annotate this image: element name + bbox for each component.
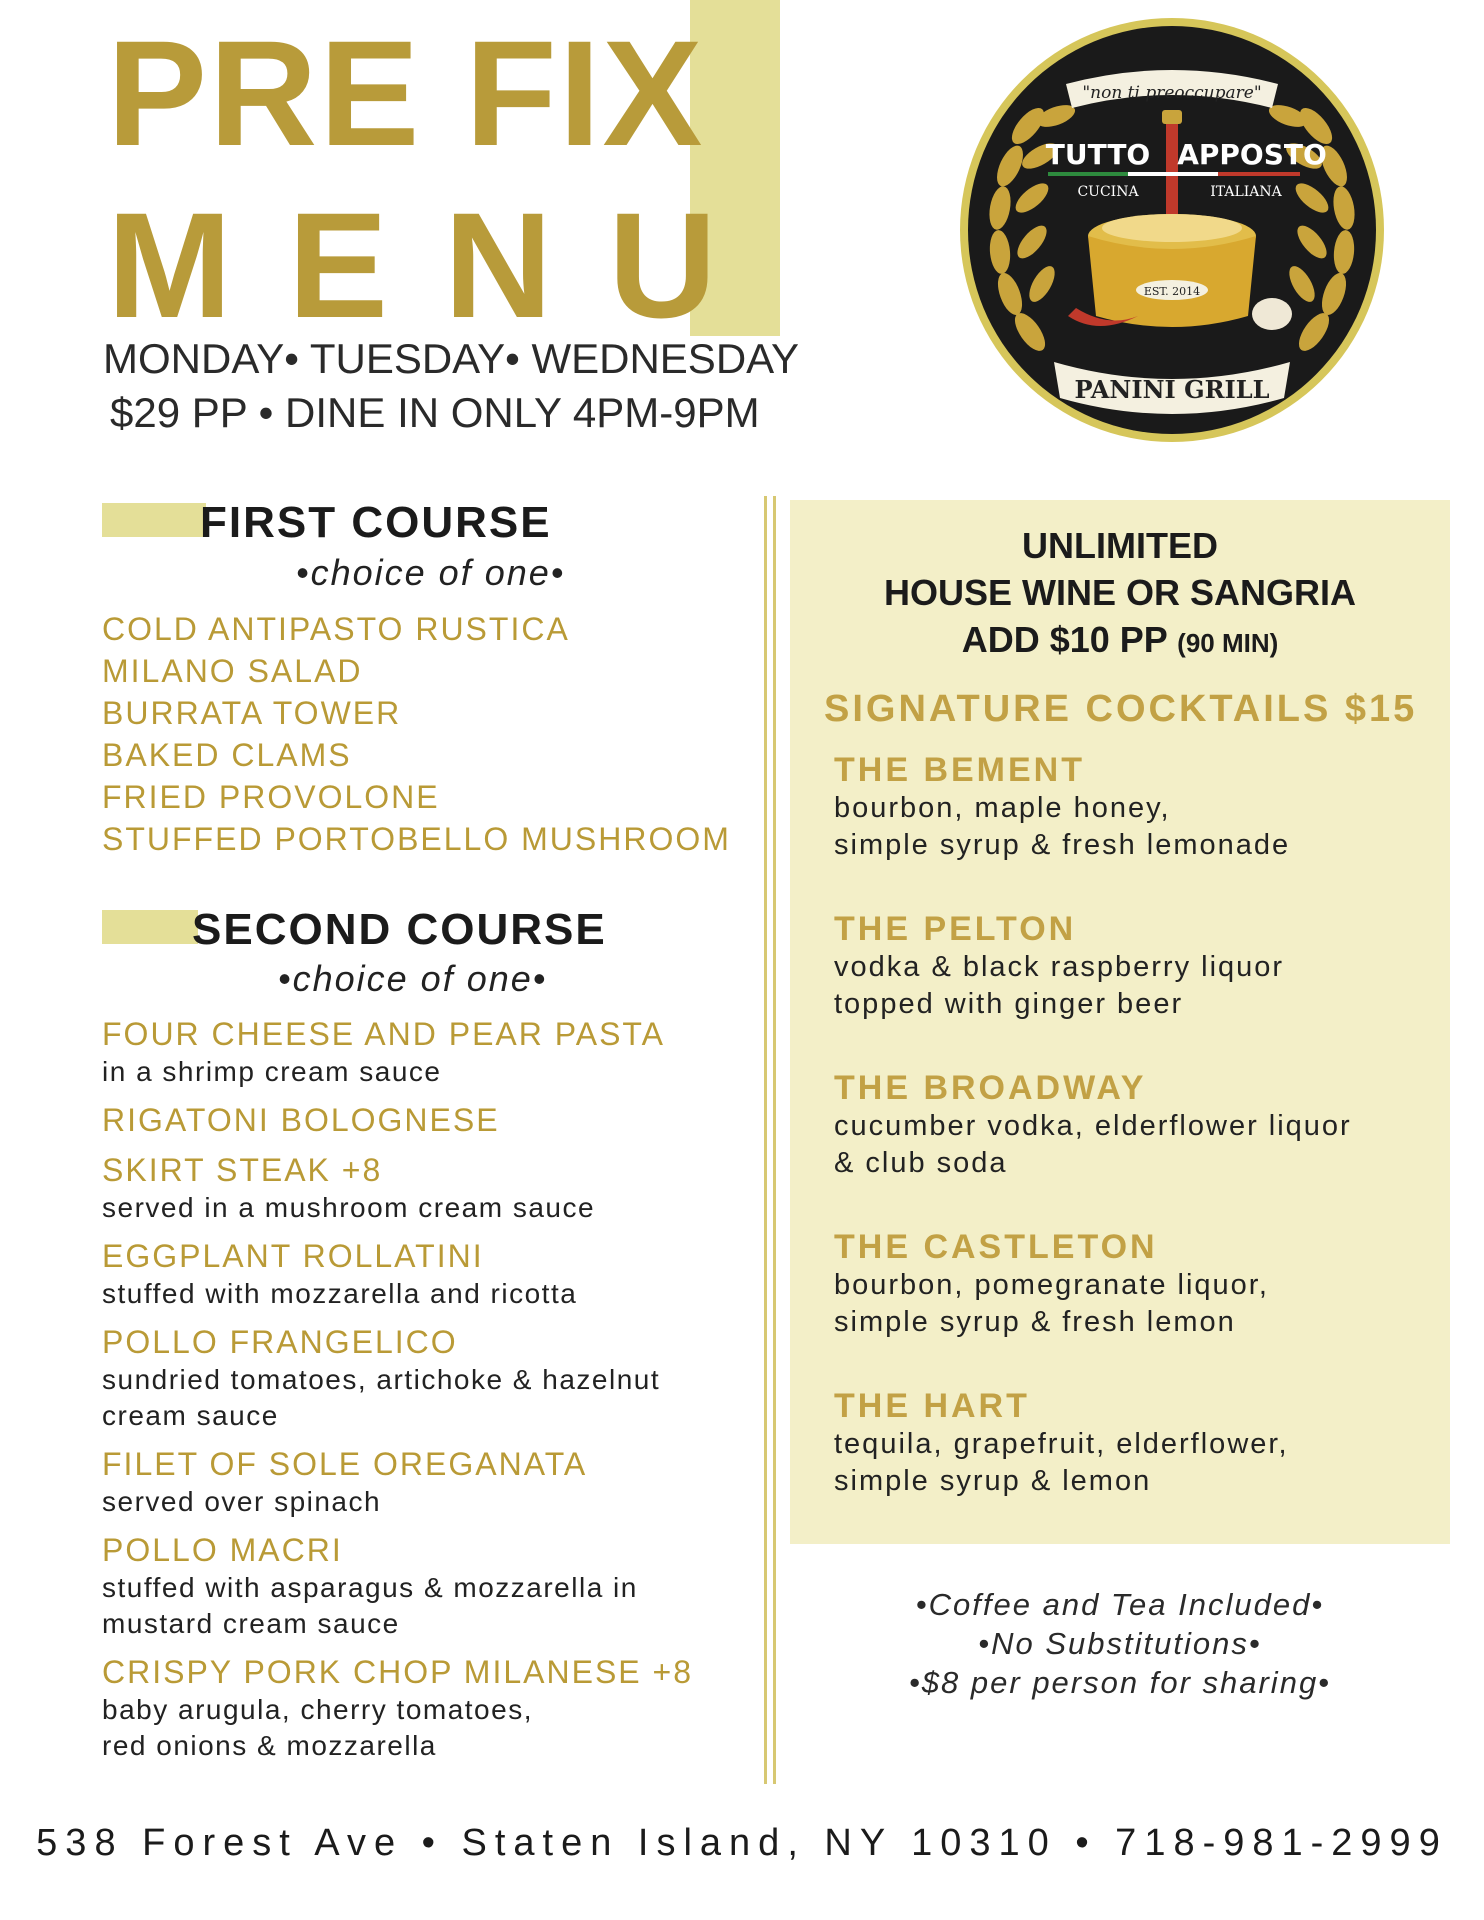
list-item (102, 1236, 693, 1312)
cocktail-item (834, 1386, 1352, 1500)
list-item (102, 1444, 693, 1520)
logo-sub-left: CUCINA (1077, 184, 1139, 200)
footer-address: 538 Forest Ave • Staten Island, NY 10310 • 718-981-2999 (36, 1822, 1448, 1864)
logo-ribbon-text: PANINI GRILL (1074, 375, 1270, 404)
cocktail-description: simple syrup & fresh lemon (834, 1306, 1236, 1338)
cocktails-title: SIGNATURE COCKTAILS $15 (824, 688, 1418, 730)
cocktail-description: & club soda (834, 1147, 1008, 1179)
wine-price: ADD $10 PP (961, 619, 1168, 660)
menu-item-name: POLLO MACRI (102, 1532, 343, 1568)
first-course-list (102, 608, 731, 860)
first-course-accent-bar (102, 503, 206, 537)
note-coffee: •Coffee and Tea Included• (915, 1587, 1325, 1622)
list-item (102, 1322, 693, 1434)
list-item (102, 1150, 693, 1226)
price-line: $29 PP • DINE IN ONLY 4PM-9PM (110, 389, 760, 436)
menu-item-description: baby arugula, cherry tomatoes, (102, 1694, 533, 1725)
menu-item-name: EGGPLANT ROLLATINI (102, 1238, 484, 1274)
cocktail-description: cucumber vodka, elderflower liquor (834, 1110, 1352, 1142)
cocktail-description: simple syrup & fresh lemonade (834, 829, 1291, 861)
page-title-line1: PRE FIX (107, 9, 705, 177)
wine-offer (790, 522, 1450, 667)
menu-item: COLD ANTIPASTO RUSTICA (102, 611, 570, 647)
list-item (102, 1100, 693, 1140)
wine-line2: HOUSE WINE OR SANGRIA (883, 572, 1357, 613)
second-course-choice: •choice of one• (278, 958, 548, 999)
first-course-choice: •choice of one• (296, 552, 566, 593)
cocktail-name: THE CASTLETON (834, 1228, 1158, 1266)
cocktail-item (834, 1227, 1352, 1341)
cocktail-item (834, 1068, 1352, 1182)
cocktail-name: THE BEMENT (834, 751, 1085, 789)
cocktail-list (834, 750, 1352, 1545)
cocktail-name: THE BROADWAY (834, 1069, 1147, 1107)
menu-item-description: cream sauce (102, 1400, 279, 1431)
menu-item-description: red onions & mozzarella (102, 1730, 437, 1761)
garlic-icon (1252, 298, 1292, 330)
menu-notes (790, 1585, 1450, 1702)
second-course-accent-bar (102, 910, 198, 944)
menu-item: BAKED CLAMS (102, 737, 352, 773)
days-line: MONDAY• TUESDAY• WEDNESDAY (103, 335, 800, 382)
wine-line1: UNLIMITED (1022, 525, 1218, 566)
menu-item-description: in a shrimp cream sauce (102, 1056, 442, 1087)
cocktail-description: topped with ginger beer (834, 988, 1184, 1020)
menu-item-name: SKIRT STEAK +8 (102, 1152, 383, 1188)
note-substitutions: •No Substitutions• (978, 1626, 1262, 1661)
logo-est: EST. 2014 (1143, 285, 1201, 298)
second-course-list (102, 1014, 693, 1774)
menu-item: MILANO SALAD (102, 653, 363, 689)
list-item (102, 1014, 693, 1090)
menu-item-name: POLLO FRANGELICO (102, 1324, 458, 1360)
wine-duration: (90 MIN) (1177, 628, 1279, 658)
cocktail-item (834, 750, 1352, 864)
menu-item-description: sundried tomatoes, artichoke & hazelnut (102, 1364, 661, 1395)
menu-item-description: served over spinach (102, 1486, 382, 1517)
second-course-title: SECOND COURSE (192, 905, 607, 954)
logo-name-left: TUTTO (1045, 138, 1151, 171)
menu-item-description: mustard cream sauce (102, 1608, 400, 1639)
wine-line3 (790, 616, 1450, 667)
menu-item-description: stuffed with asparagus & mozzarella in (102, 1572, 638, 1603)
page-title-line2: MENU (107, 181, 773, 349)
menu-item: BURRATA TOWER (102, 695, 402, 731)
menu-item-name: RIGATONI BOLOGNESE (102, 1102, 500, 1138)
menu-item: FRIED PROVOLONE (102, 779, 440, 815)
menu-item-description: stuffed with mozzarella and ricotta (102, 1278, 578, 1309)
column-divider (764, 496, 776, 1784)
menu-item: STUFFED PORTOBELLO MUSHROOM (102, 821, 731, 857)
cocktail-description: bourbon, pomegranate liquor, (834, 1269, 1269, 1301)
logo-name-right: APPOSTO (1177, 138, 1327, 171)
note-sharing: •$8 per person for sharing• (908, 1665, 1332, 1700)
menu-item-name: FILET OF SOLE OREGANATA (102, 1446, 588, 1482)
restaurant-logo (948, 16, 1396, 444)
cocktail-name: THE HART (834, 1387, 1030, 1425)
cocktail-description: simple syrup & lemon (834, 1465, 1152, 1497)
cocktail-description: tequila, grapefruit, elderflower, (834, 1428, 1289, 1460)
cocktail-description: vodka & black raspberry liquor (834, 951, 1285, 983)
cocktail-name: THE PELTON (834, 910, 1077, 948)
first-course-title: FIRST COURSE (200, 498, 552, 547)
list-item (102, 1652, 693, 1764)
cocktail-description: bourbon, maple honey, (834, 792, 1171, 824)
list-item (102, 1530, 693, 1642)
logo-sub-right: ITALIANA (1210, 184, 1282, 200)
cocktail-item (834, 909, 1352, 1023)
menu-item-name: FOUR CHEESE AND PEAR PASTA (102, 1016, 665, 1052)
menu-item-name: CRISPY PORK CHOP MILANESE +8 (102, 1654, 693, 1690)
logo-motto: "non ti preoccupare" (1082, 83, 1262, 103)
menu-item-description: served in a mushroom cream sauce (102, 1192, 596, 1223)
